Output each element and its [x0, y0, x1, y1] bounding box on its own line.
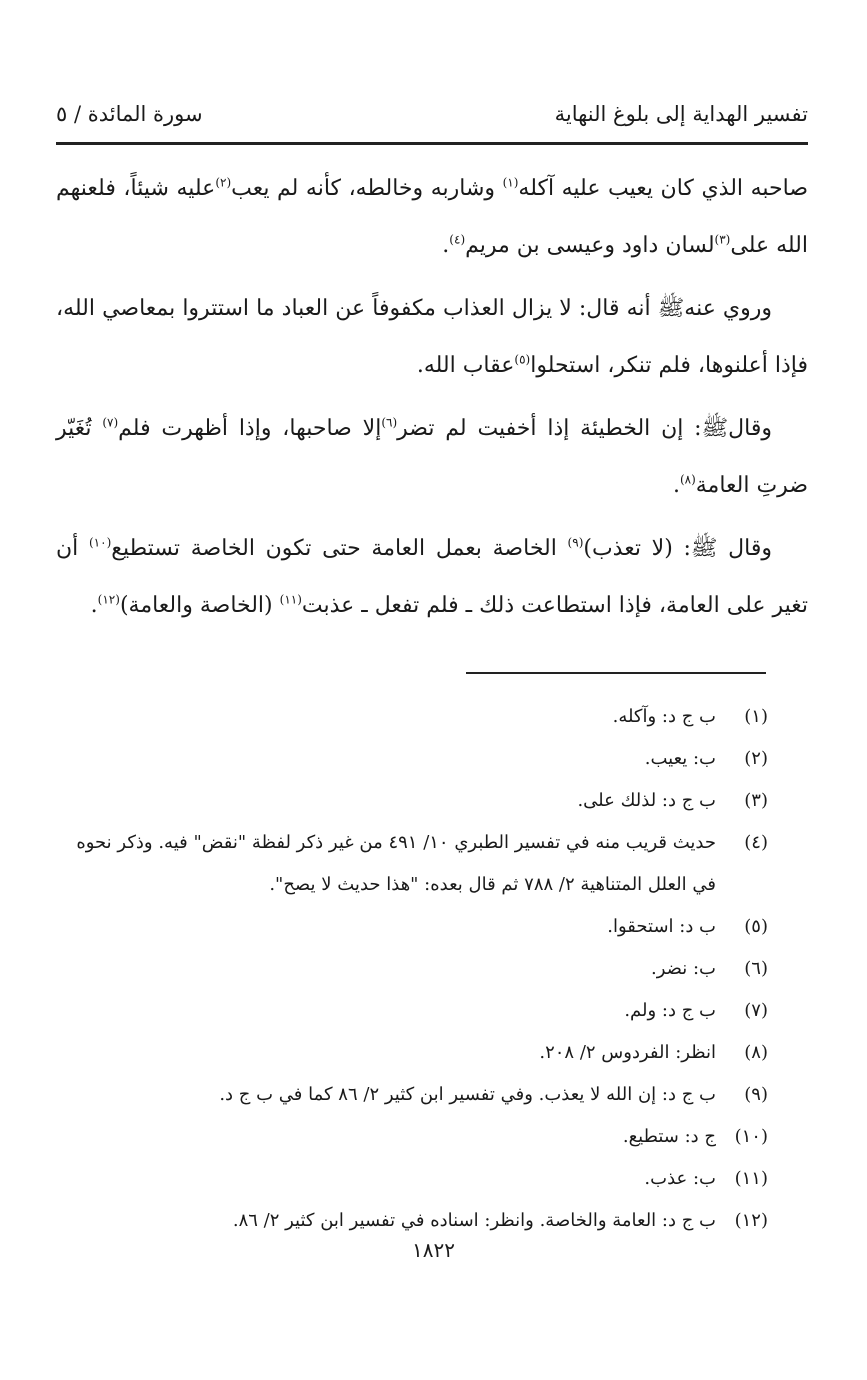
- header-rule: [56, 142, 808, 145]
- paragraph: [56, 280, 808, 394]
- paragraph-text: الخاصة بعمل العامة حتى تكون الخاصة تستطيع: [111, 536, 568, 561]
- footnote-item: [56, 696, 768, 738]
- footnote-number: (١١): [734, 1168, 768, 1189]
- footnote-number: (٣): [744, 790, 768, 811]
- footnote-marker: (١١): [279, 592, 302, 607]
- running-header: [56, 98, 808, 138]
- footnote-text: ب: يعيب.: [644, 748, 716, 769]
- footnotes-list: [56, 696, 768, 1242]
- footnote-item: [56, 906, 768, 948]
- footnote-item: [56, 990, 768, 1032]
- footnote-text: ب ج د: لذلك على.: [577, 790, 716, 811]
- footnote-number: (٥): [744, 916, 768, 937]
- paragraph-text: وروي عنهﷺ أنه قال: لا يزال العذاب مكفوفاً عن العباد ما استتروا بمعاصي الله، فإذا أعلنوها، فلم تنكر، استحلوا: [56, 296, 808, 378]
- footnote-marker: (٩): [567, 535, 584, 550]
- footnote-number: (١): [744, 706, 768, 727]
- paragraph-text: إلا صاحبها، وإذا أظهرت فلم: [118, 416, 382, 441]
- footnote-number: (١٠): [734, 1126, 768, 1147]
- paragraph: [56, 520, 808, 634]
- footnote-number: (٢): [744, 748, 768, 769]
- surah-label: سورة المائدة / ٥: [56, 102, 203, 126]
- paragraph-text: عقاب الله.: [416, 353, 515, 378]
- footnote-item: [56, 1074, 768, 1116]
- footnote-item: [56, 1116, 768, 1158]
- footnote-number: (٦): [744, 958, 768, 979]
- paragraph: [56, 400, 808, 514]
- footnote-marker: (١٢): [97, 592, 120, 607]
- footnote-number: (٨): [744, 1042, 768, 1063]
- footnote-text: ب ج د: العامة والخاصة. وانظر: اسناده في تفسير ابن كثير ٢/ ٨٦.: [232, 1210, 716, 1231]
- footnote-item: [56, 780, 768, 822]
- footnote-text: ب: عذب.: [644, 1168, 716, 1189]
- footnote-number: (٧): [744, 1000, 768, 1021]
- paragraph-text: .: [442, 233, 450, 258]
- footnote-text: ب ج د: إن الله لا يعذب. وفي تفسير ابن كثير ٢/ ٨٦ كما في ب ج د.: [219, 1084, 716, 1105]
- footnote-text: ب ج د: ولم.: [624, 1000, 716, 1021]
- footnote-text: ب د: استحقوا.: [607, 916, 716, 937]
- footnote-marker: (٨): [679, 472, 696, 487]
- footnote-number: (٩): [744, 1084, 768, 1105]
- footnote-marker: (٧): [102, 415, 119, 430]
- paragraph-text: تُغَيّر ضرتِ العامة: [56, 416, 808, 498]
- footnote-marker: (٣): [714, 232, 731, 247]
- footnote-marker: (٥): [514, 352, 531, 367]
- main-text: [56, 160, 808, 640]
- footnote-item: [56, 1032, 768, 1074]
- paragraph-text: عليه شيئاً، فلعنهم الله على: [56, 176, 808, 258]
- footnote-text: ب: نضر.: [650, 958, 716, 979]
- paragraph-text: وشاربه وخالطه، كأنه لم يعب: [231, 176, 503, 201]
- footnote-marker: (٢): [215, 175, 232, 190]
- footnote-text: ب ج د: وآكله.: [612, 706, 716, 727]
- paragraph: [56, 160, 808, 274]
- paragraph-text: .: [672, 473, 680, 498]
- footnote-text: حديث قريب منه في تفسير الطبري ١٠/ ٤٩١ من غير ذكر لفظة "نقض" فيه. وذكر نحوه في العلل المتناهية ٢/ ٧٨٨ ثم قال بعده: "هذا حديث لا يصح".: [76, 832, 716, 895]
- footnote-item: [56, 1158, 768, 1200]
- paragraph-text: (الخاصة والعامة): [119, 593, 280, 618]
- paragraph-text: لسان داود وعيسى بن مريم: [465, 233, 715, 258]
- footnote-item: [56, 948, 768, 990]
- footnote-marker: (٤): [449, 232, 466, 247]
- footnote-number: (٤): [744, 832, 768, 853]
- footnote-text: ج د: ستطيع.: [622, 1126, 716, 1147]
- footnote-number: (١٢): [734, 1210, 768, 1231]
- paragraph-text: صاحبه الذي كان يعيب عليه آكله: [518, 176, 808, 201]
- footnote-item: [56, 738, 768, 780]
- footnote-marker: (٦): [381, 415, 398, 430]
- paragraph-text: أن تغير على العامة، فإذا استطاعت ذلك ـ فلم تفعل ـ عذبت: [56, 536, 808, 618]
- paragraph-text: .: [90, 593, 98, 618]
- paragraph-text: وقالﷺ: إن الخطيئة إذا أخفيت لم تضر: [397, 416, 772, 441]
- footnote-item: [56, 822, 768, 906]
- page-number: ١٨٢٢: [412, 1238, 455, 1262]
- footnote-separator: [466, 672, 766, 674]
- paragraph-text: وقال ﷺ: (لا تعذب): [583, 536, 773, 561]
- footnote-marker: (١): [502, 175, 519, 190]
- footnote-text: انظر: الفردوس ٢/ ٢٠٨.: [539, 1042, 716, 1063]
- footnote-marker: (١٠): [88, 535, 112, 550]
- book-title: تفسير الهداية إلى بلوغ النهاية: [554, 102, 808, 126]
